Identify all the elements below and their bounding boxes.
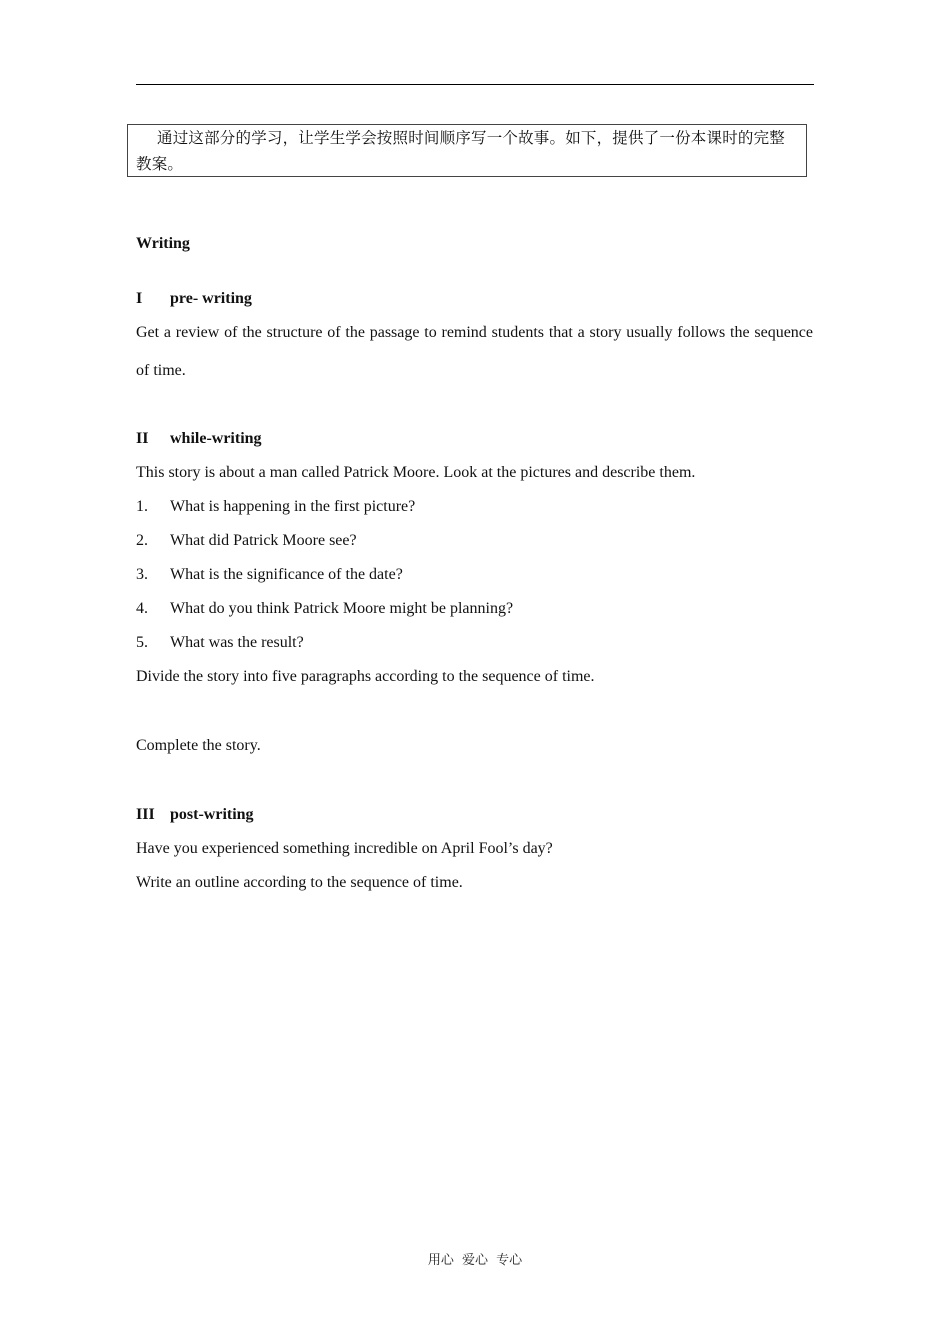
list-text: What did Patrick Moore see? <box>170 532 357 549</box>
list-number: 4. <box>136 600 148 617</box>
list-item <box>136 532 357 550</box>
list-text: What was the result? <box>170 634 304 651</box>
heading-pre-writing <box>136 290 252 308</box>
post-writing-line-2: Write an outline according to the sequence of time. <box>136 874 463 891</box>
list-number: 5. <box>136 634 148 651</box>
list-number: 3. <box>136 566 148 583</box>
heading-title: while-writing <box>170 430 262 447</box>
header-rule <box>136 84 814 85</box>
list-item <box>136 600 513 618</box>
heading-title: post-writing <box>170 806 254 823</box>
divide-instruction: Divide the story into five paragraphs according to the sequence of time. <box>136 668 595 685</box>
heading-number: II <box>136 430 149 447</box>
section-title: Writing <box>136 235 190 252</box>
list-number: 2. <box>136 532 148 549</box>
list-text: What is the significance of the date? <box>170 566 403 583</box>
list-item <box>136 498 415 516</box>
list-item <box>136 566 403 584</box>
list-item <box>136 634 304 652</box>
list-text: What do you think Patrick Moore might be planning? <box>170 600 514 617</box>
heading-title: pre- writing <box>170 290 252 307</box>
intro-note-text: 通过这部分的学习，让学生学会按照时间顺序写一个故事。如下，提供了一份本课时的完整教案。 <box>136 129 786 173</box>
heading-while-writing <box>136 430 262 448</box>
pre-writing-text: Get a review of the structure of the passage to remind students that a story usually follows the sequence of time. <box>136 324 813 379</box>
heading-number: III <box>136 806 155 823</box>
complete-instruction: Complete the story. <box>136 737 261 754</box>
heading-number: I <box>136 290 143 307</box>
list-text: What is happening in the first picture? <box>170 498 416 515</box>
post-writing-line-1: Have you experienced something incredible on April Fool’s day? <box>136 840 553 857</box>
intro-note-box <box>127 124 807 177</box>
while-writing-intro: This story is about a man called Patrick Moore. Look at the pictures and describe them. <box>136 464 696 481</box>
heading-post-writing <box>136 806 254 824</box>
page-footer: 用心 爱心 专心 <box>427 1253 523 1268</box>
list-number: 1. <box>136 498 148 515</box>
